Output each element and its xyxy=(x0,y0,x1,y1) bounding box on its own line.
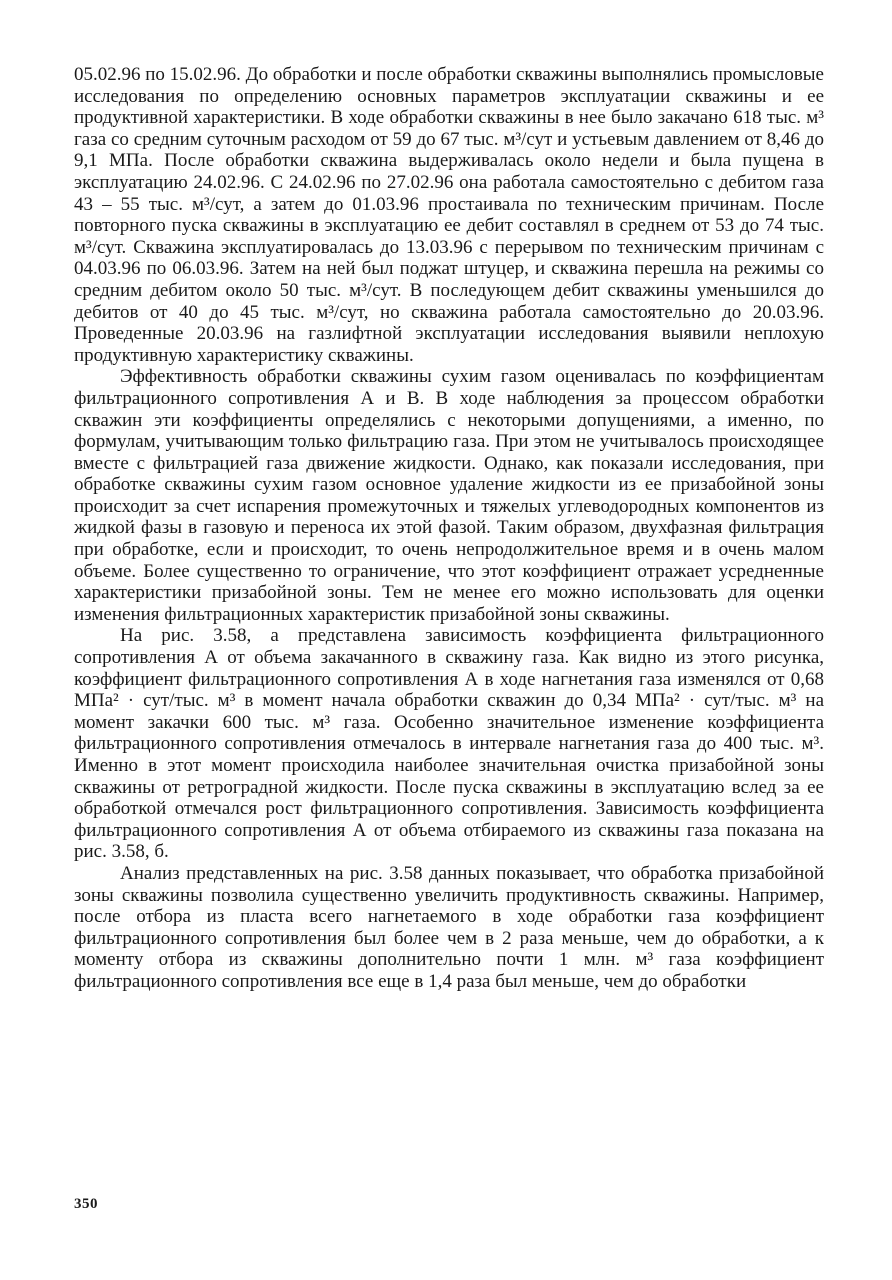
paragraph-3: На рис. 3.58, а представлена зависимость коэффициента фильтрационного сопротивления А от объема закачанного в скважину газа. Как видно из этого рисунка, коэффициент фильтрационного сопротивления А в ходе нагнетания газа изменялся от 0,68 МПа² · сут/тыс. м³ в момент начала обработки скважин до 0,34 МПа² · сут/тыс. м³ на момент закачки 600 тыс. м³ газа. Особенно значительное изменение коэффициента фильтрационного сопротивления отмечалось в интервале нагнетания газа до 400 тыс. м³. Именно в этот момент происходила наиболее значительная очистка призабойной зоны скважины от ретроградной жидкости. После пуска скважины в эксплуатацию вслед за ее обработкой отмечался рост фильтрационного сопротивления. Зависимость коэффициента фильтрационного сопротивления А от объема отбираемого из скважины газа показана на рис. 3.58, б. xyxy=(74,625,824,863)
page-body xyxy=(74,64,824,993)
paragraph-1: 05.02.96 по 15.02.96. До обработки и после обработки скважины выполнялись промысловые исследования по определению основных параметров эксплуатации скважины и ее продуктивной характеристики. В ходе обработки скважины в нее было закачано 618 тыс. м³ газа со средним суточным расходом от 59 до 67 тыс. м³/сут и устьевым давлением от 8,46 до 9,1 МПа. После обработки скважина выдерживалась около недели и была пущена в эксплуатацию 24.02.96. С 24.02.96 по 27.02.96 она работала самостоятельно с дебитом газа 43 – 55 тыс. м³/сут, а затем до 01.03.96 простаивала по техническим причинам. После повторного пуска скважины в эксплуатацию ее дебит составлял в среднем от 53 до 74 тыс. м³/сут. Скважина эксплуатировалась до 13.03.96 с перерывом по техническим причинам с 04.03.96 по 06.03.96. Затем на ней был поджат штуцер, и скважина перешла на режимы со средним дебитом около 50 тыс. м³/сут. В последующем дебит скважины уменьшился до дебитов от 40 до 45 тыс. м³/сут, но скважина работала самостоятельно до 20.03.96. Проведенные 20.03.96 на газлифтной эксплуатации исследования выявили неплохую продуктивную характеристику скважины. xyxy=(74,64,824,366)
page-number: 350 xyxy=(74,1196,98,1212)
paragraph-4: Анализ представленных на рис. 3.58 данных показывает, что обработка призабойной зоны скважины позволила существенно увеличить продуктивность скважины. Например, после отбора из пласта всего нагнетаемого в ходе обработки газа коэффициент фильтрационного сопротивления был более чем в 2 раза меньше, чем до обработки, а к моменту отбора из скважины дополнительно почти 1 млн. м³ газа коэффициент фильтрационного сопротивления все еще в 1,4 раза был меньше, чем до обработки xyxy=(74,862,824,992)
paragraph-2: Эффективность обработки скважины сухим газом оценивалась по коэффициентам фильтрационного сопротивления А и В. В ходе наблюдения за процессом обработки скважин эти коэффициенты определялись с некоторыми допущениями, а именно, по формулам, учитывающим только фильтрацию газа. При этом не учитывалось происходящее вместе с фильтрацией газа движение жидкости. Однако, как показали исследования, при обработке скважины сухим газом основное удаление жидкости из ее призабойной зоны происходит за счет испарения промежуточных и тяжелых углеводородных компонентов из жидкой фазы в газовую и переноса их этой фазой. Таким образом, двухфазная фильтрация при обработке, если и происходит, то очень непродолжительное время и в очень малом объеме. Более существенно то ограничение, что этот коэффициент отражает усредненные характеристики призабойной зоны. Тем не менее его можно использовать для оценки изменения фильтрационных характеристик призабойной зоны скважины. xyxy=(74,366,824,625)
